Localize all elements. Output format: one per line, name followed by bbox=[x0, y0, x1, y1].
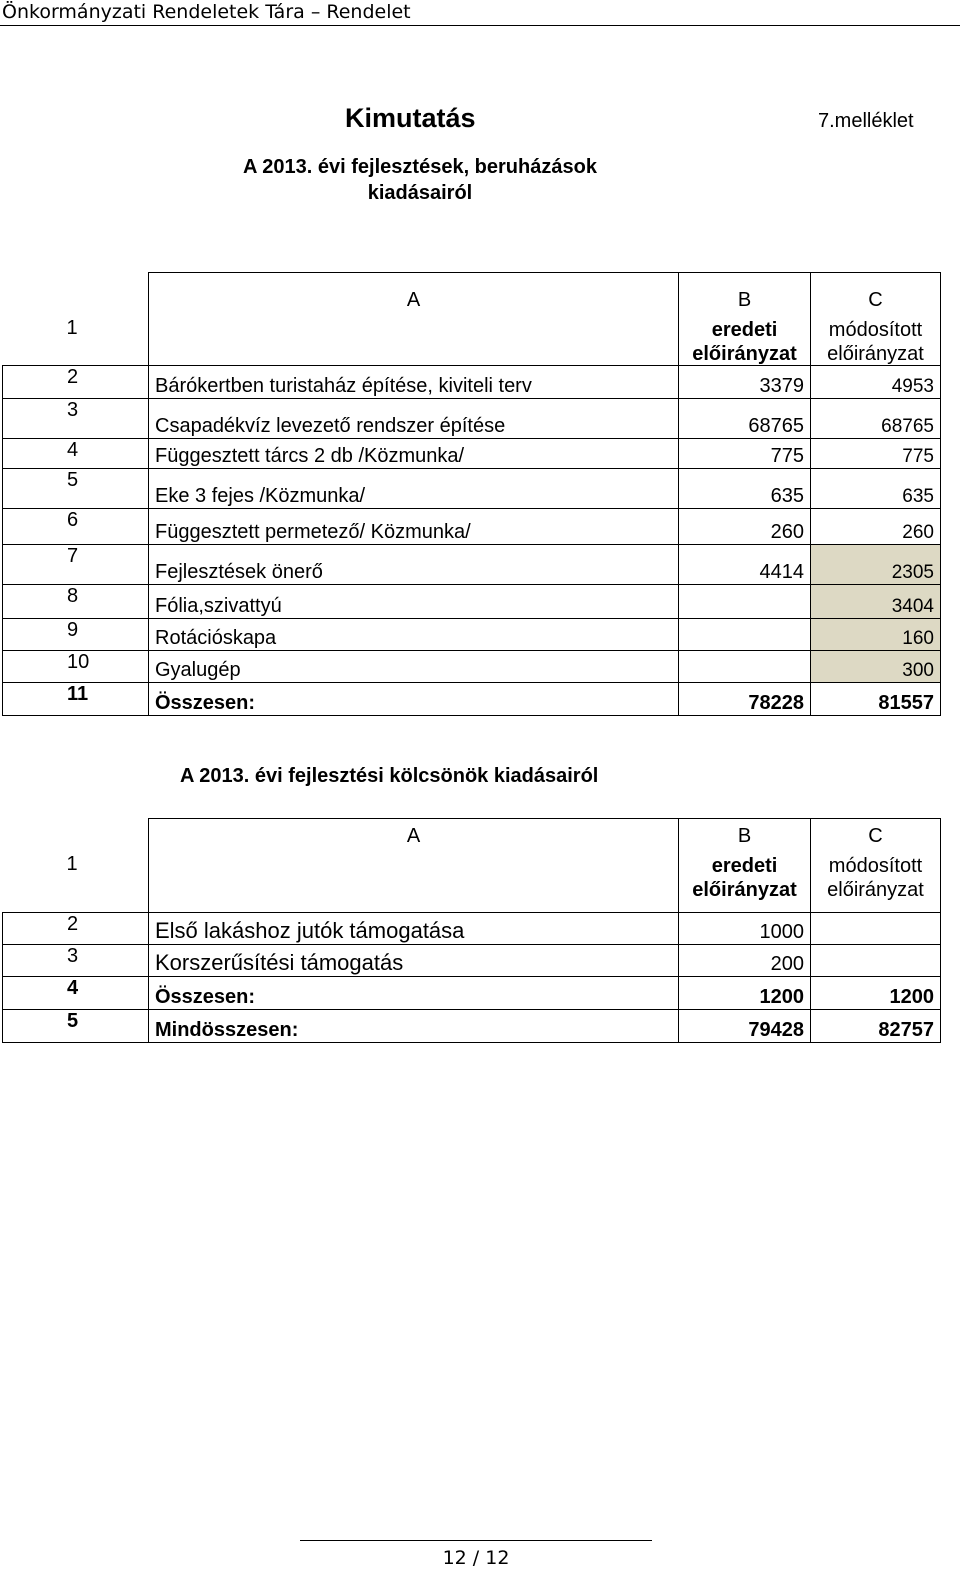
column-header-c bbox=[811, 273, 941, 366]
col-c-label-1: módosított bbox=[828, 855, 923, 877]
column-letter-b: B bbox=[737, 825, 752, 847]
table-row bbox=[3, 945, 941, 977]
table-row bbox=[3, 913, 941, 945]
row-number: 3 bbox=[3, 945, 149, 977]
table-total-row bbox=[3, 977, 941, 1010]
column-letter-c: C bbox=[868, 289, 883, 311]
row-value-c: 635 bbox=[811, 469, 941, 509]
column-letter-a: A bbox=[406, 289, 421, 311]
table-grand-total-row bbox=[3, 1010, 941, 1043]
row-value-b bbox=[679, 585, 811, 619]
row-number: 5 bbox=[3, 469, 149, 509]
total-value-c: 1200 bbox=[811, 977, 941, 1010]
row-value-c: 3404 bbox=[811, 585, 941, 619]
loans-table bbox=[2, 818, 941, 1043]
table-row bbox=[3, 509, 941, 545]
total-value-b: 78228 bbox=[679, 683, 811, 716]
row-label: Fólia,szivattyú bbox=[149, 585, 679, 619]
row-number: 7 bbox=[3, 545, 149, 585]
row-value-c: 2305 bbox=[811, 545, 941, 585]
grand-total-value-b: 79428 bbox=[679, 1010, 811, 1043]
column-header-a bbox=[149, 273, 679, 366]
row-value-c: 68765 bbox=[811, 399, 941, 439]
row-number: 11 bbox=[3, 683, 149, 716]
column-letter-a: A bbox=[406, 825, 421, 847]
row-value-b: 635 bbox=[679, 469, 811, 509]
col-b-label-2: előirányzat bbox=[692, 343, 797, 365]
col-c-label-2: előirányzat bbox=[827, 879, 924, 901]
row-value-c bbox=[811, 913, 941, 945]
row-label: Rotációskapa bbox=[149, 619, 679, 651]
row-label: Korszerűsítési támogatás bbox=[149, 945, 679, 977]
grand-total-label: Mindösszesen: bbox=[149, 1010, 679, 1043]
col-c-label-1: módosított bbox=[828, 319, 923, 341]
row-number: 4 bbox=[3, 439, 149, 469]
column-letter-c: C bbox=[868, 825, 883, 847]
total-label: Összesen: bbox=[149, 683, 679, 716]
row-value-c: 4953 bbox=[811, 366, 941, 399]
row-value-b: 4414 bbox=[679, 545, 811, 585]
row-number: 10 bbox=[3, 651, 149, 683]
row-number: 8 bbox=[3, 585, 149, 619]
col-b-label-1: eredeti bbox=[711, 855, 778, 877]
col-b-label-2: előirányzat bbox=[692, 879, 797, 901]
row-label: Első lakáshoz jutók támogatása bbox=[149, 913, 679, 945]
annex-label: 7.melléklet bbox=[818, 110, 914, 132]
row-number: 4 bbox=[3, 977, 149, 1010]
table-row bbox=[3, 439, 941, 469]
row-number: 2 bbox=[3, 913, 149, 945]
table-total-row bbox=[3, 683, 941, 716]
row-number: 5 bbox=[3, 1010, 149, 1043]
row-label: Eke 3 fejes /Közmunka/ bbox=[149, 469, 679, 509]
section-subtitle bbox=[200, 154, 640, 206]
row-number: 9 bbox=[3, 619, 149, 651]
col-c-label-2: előirányzat bbox=[827, 343, 924, 365]
total-value-b: 1200 bbox=[679, 977, 811, 1010]
table-header-row bbox=[3, 819, 941, 913]
grand-total-value-c: 82757 bbox=[811, 1010, 941, 1043]
page-title: Kimutatás bbox=[345, 103, 476, 133]
column-letter-b: B bbox=[737, 289, 752, 311]
table-row bbox=[3, 545, 941, 585]
row-number: 3 bbox=[3, 399, 149, 439]
row-number: 1 bbox=[3, 273, 149, 366]
row-label: Fejlesztések önerő bbox=[149, 545, 679, 585]
document-header bbox=[0, 0, 960, 26]
row-value-b: 775 bbox=[679, 439, 811, 469]
row-value-c: 775 bbox=[811, 439, 941, 469]
row-label: Függesztett permetező/ Közmunka/ bbox=[149, 509, 679, 545]
row-label: Bárókertben turistaház építése, kiviteli terv bbox=[149, 366, 679, 399]
total-label: Összesen: bbox=[149, 977, 679, 1010]
row-value-b: 3379 bbox=[679, 366, 811, 399]
table-row bbox=[3, 366, 941, 399]
col-b-label-1: eredeti bbox=[711, 319, 778, 341]
table-row bbox=[3, 469, 941, 509]
table-row bbox=[3, 585, 941, 619]
row-value-b: 200 bbox=[679, 945, 811, 977]
row-value-c: 300 bbox=[811, 651, 941, 683]
row-number: 1 bbox=[3, 819, 149, 913]
row-label: Függesztett tárcs 2 db /Közmunka/ bbox=[149, 439, 679, 469]
row-value-b: 1000 bbox=[679, 913, 811, 945]
page-number: 12 / 12 bbox=[442, 1547, 510, 1569]
developments-table bbox=[2, 272, 941, 716]
table-row bbox=[3, 619, 941, 651]
row-value-c: 160 bbox=[811, 619, 941, 651]
row-value-c bbox=[811, 945, 941, 977]
row-number: 2 bbox=[3, 366, 149, 399]
column-header-b bbox=[679, 273, 811, 366]
table-row bbox=[3, 399, 941, 439]
row-value-b bbox=[679, 651, 811, 683]
row-label: Gyalugép bbox=[149, 651, 679, 683]
row-number: 6 bbox=[3, 509, 149, 545]
row-value-b bbox=[679, 619, 811, 651]
row-label: Csapadékvíz levezető rendszer építése bbox=[149, 399, 679, 439]
section-subtitle-loans: A 2013. évi fejlesztési kölcsönök kiadásairól bbox=[180, 765, 599, 787]
row-value-b: 260 bbox=[679, 509, 811, 545]
table-row bbox=[3, 651, 941, 683]
column-header-c bbox=[811, 819, 941, 913]
subtitle-line-2: kiadásairól bbox=[367, 182, 473, 204]
table-header-row bbox=[3, 273, 941, 366]
page-footer bbox=[300, 1540, 652, 1581]
document-header-title: Önkormányzati Rendeletek Tára – Rendelet bbox=[2, 1, 411, 23]
row-value-b: 68765 bbox=[679, 399, 811, 439]
row-value-c: 260 bbox=[811, 509, 941, 545]
column-header-a bbox=[149, 819, 679, 913]
column-header-b bbox=[679, 819, 811, 913]
subtitle-line-1: A 2013. évi fejlesztések, beruházások bbox=[243, 156, 597, 178]
total-value-c: 81557 bbox=[811, 683, 941, 716]
